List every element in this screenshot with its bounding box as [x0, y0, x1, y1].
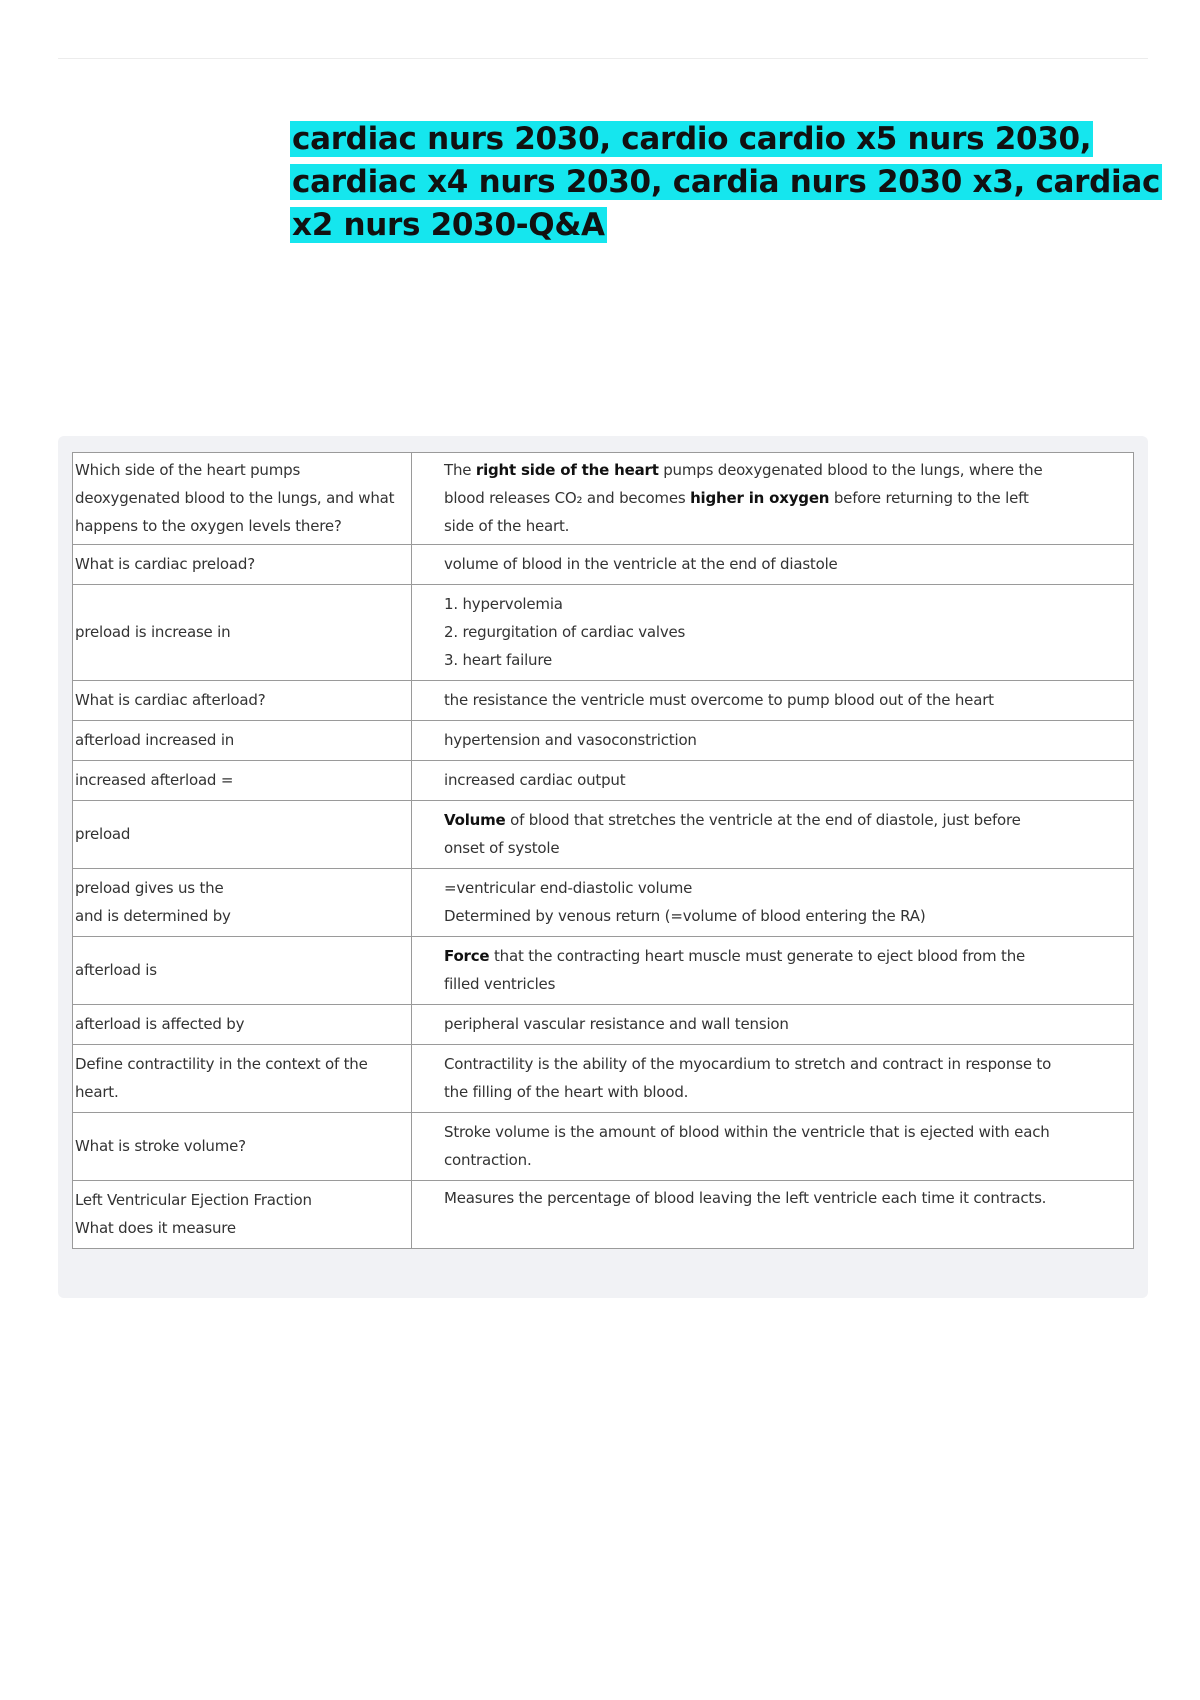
title-line-1: cardiac nurs 2030, cardio cardio x5 nurs 2030, cardiac x4 — [292, 121, 1092, 200]
table-row — [73, 1045, 1134, 1113]
answer-cell: Contractility is the ability of the myocardium to stretch and contract in response to the filling of the heart with blood. — [412, 1045, 1134, 1113]
answer-list-item: 3. heart failure — [444, 651, 553, 669]
answer-list-item: 1. hypervolemia — [444, 595, 563, 613]
answer-cell: hypertension and vasoconstriction — [412, 721, 1134, 761]
table-row — [73, 1181, 1134, 1249]
table-row — [73, 869, 1134, 937]
answer-emphasis: right side of the heart — [475, 461, 659, 479]
question-line: and is determined by — [75, 907, 231, 925]
table-row — [73, 721, 1134, 761]
answer-list-item: =ventricular end-diastolic volume — [444, 879, 693, 897]
question-cell: afterload is affected by — [73, 1005, 412, 1045]
table-row — [73, 1005, 1134, 1045]
title-line-2: nurs 2030, cardia nurs 2030 x3, cardiac x2 nurs 2030-Q&A — [292, 164, 1161, 243]
answer-emphasis: higher in oxygen — [690, 489, 830, 507]
question-line: preload gives us the — [75, 879, 224, 897]
table-row — [73, 937, 1134, 1005]
answer-list-item: Determined by venous return (=volume of blood entering the RA) — [444, 907, 926, 925]
answer-text: before returning to the left side of the heart. — [444, 489, 1029, 535]
question-cell: Define contractility in the context of the heart. — [73, 1045, 412, 1113]
answer-cell: increased cardiac output — [412, 761, 1134, 801]
table-row — [73, 585, 1134, 681]
answer-list-item: 2. regurgitation of cardiac valves — [444, 623, 686, 641]
answer-cell: peripheral vascular resistance and wall tension — [412, 1005, 1134, 1045]
answer-text: The — [444, 461, 476, 479]
question-cell: preload — [73, 801, 412, 869]
table-row — [73, 453, 1134, 545]
answer-text: that the contracting heart muscle must generate to eject blood from the filled ventricles — [444, 947, 1026, 993]
answer-cell: Stroke volume is the amount of blood within the ventricle that is ejected with each contraction. — [412, 1113, 1134, 1181]
qa-table — [72, 452, 1134, 1249]
answer-text: pumps deoxygenated blood to the lungs, where the blood releases CO₂ and becomes — [444, 461, 1043, 507]
table-row — [73, 761, 1134, 801]
title-highlight — [290, 121, 1162, 243]
question-line: Left Ventricular Ejection Fraction — [75, 1191, 312, 1209]
answer-emphasis: Force — [444, 947, 490, 965]
table-row — [73, 681, 1134, 721]
document-title — [290, 118, 1170, 247]
page-top-divider — [58, 58, 1148, 59]
table-row — [73, 801, 1134, 869]
question-cell: afterload is — [73, 937, 412, 1005]
question-cell: Which side of the heart pumps deoxygenated blood to the lungs, and what happens to the oxygen levels there? — [73, 453, 412, 545]
answer-emphasis: Volume — [444, 811, 506, 829]
question-cell: afterload increased in — [73, 721, 412, 761]
table-row — [73, 545, 1134, 585]
question-cell: What is cardiac preload? — [73, 545, 412, 585]
table-row — [73, 1113, 1134, 1181]
question-cell: preload is increase in — [73, 585, 412, 681]
answer-cell — [412, 801, 1134, 869]
question-cell — [73, 1181, 412, 1249]
question-cell: What is stroke volume? — [73, 1113, 412, 1181]
answer-cell: volume of blood in the ventricle at the end of diastole — [412, 545, 1134, 585]
answer-cell — [412, 937, 1134, 1005]
answer-cell — [412, 585, 1134, 681]
question-cell: increased afterload = — [73, 761, 412, 801]
answer-cell — [412, 869, 1134, 937]
answer-cell: the resistance the ventricle must overcome to pump blood out of the heart — [412, 681, 1134, 721]
question-cell: What is cardiac afterload? — [73, 681, 412, 721]
answer-cell: Measures the percentage of blood leaving the left ventricle each time it contracts. — [412, 1181, 1134, 1249]
answer-cell — [412, 453, 1134, 545]
question-line: What does it measure — [75, 1219, 236, 1237]
answer-text: of blood that stretches the ventricle at the end of diastole, just before onset of systole — [444, 811, 1021, 857]
question-cell — [73, 869, 412, 937]
